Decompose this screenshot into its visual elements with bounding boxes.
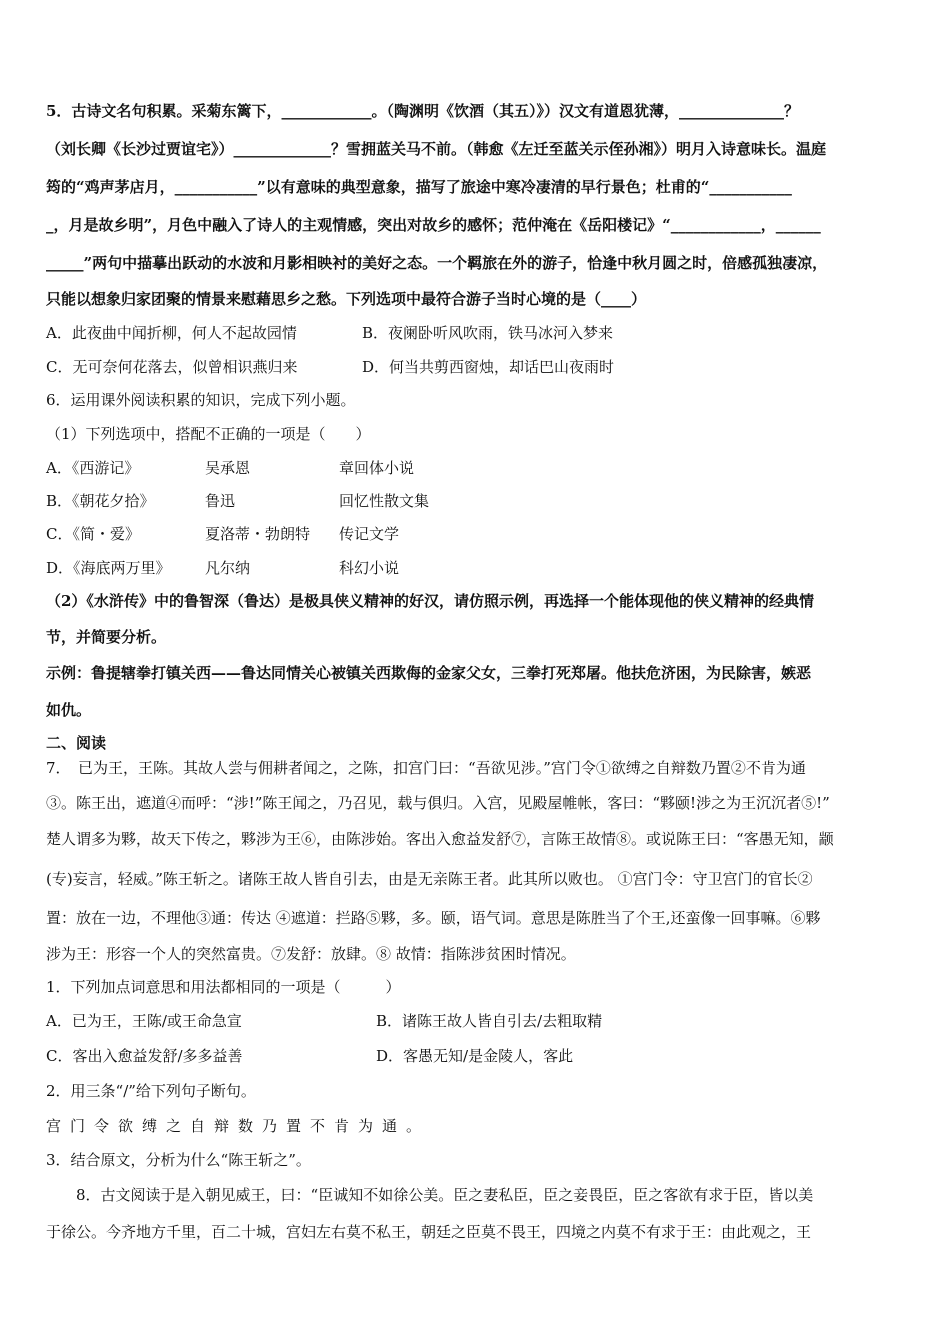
q7-question-3: 3．结合原文，分析为什么“陈王斩之”。 (46, 1151, 311, 1169)
q6-row-c-genre: 传记文学 (339, 525, 400, 543)
q5-line-4: _，月是故乡明”，月色中融入了诗人的主观情感，突出对故乡的感怀；范仲淹在《岳阳楼记》“____________，______ (46, 216, 821, 234)
q7-sentence-to-punctuate: 宫门令欲缚之自辩数乃置不肯为通。 (46, 1117, 431, 1135)
q7-option-d: D．客愚无知/是金陵人，客此 (376, 1047, 574, 1065)
q6-row-a-author: 吴承恩 (205, 459, 251, 477)
q8-line-1: 8．古文阅读于是入朝见威王，曰：“臣诚知不如徐公美。臣之妻私臣，臣之妾畏臣，臣之客欲有求于臣，皆以美 (76, 1186, 814, 1204)
q7-option-a: A．已为王，王陈/或王命急宣 (46, 1012, 242, 1030)
q6-row-b-author: 鲁迅 (205, 492, 236, 510)
q7-option-b: B．诸陈王故人皆自引去/去粗取精 (376, 1012, 603, 1030)
q5-option-c: C．无可奈何花落去，似曾相识燕归来 (46, 358, 298, 376)
q5-line-5: _____”两句中描摹出跃动的水波和月影相映衬的美好之态。一个羁旅在外的游子，恰逢中秋月圆之时，倍感孤独凄凉， (46, 254, 828, 272)
q6-row-d-author: 凡尔纳 (205, 559, 251, 577)
q5-line-6: 只能以想象归家团聚的情景来慰藉思乡之愁。下列选项中最符合游子当时心境的是（____） (46, 290, 647, 308)
q7-passage-line-6: 涉为王：形容一个人的突然富贵。⑦发舒：放肆。⑧ 故情：指陈涉贫困时情况。 (46, 945, 576, 963)
q6-row-a-title: A．《西游记》 (46, 459, 140, 477)
q6-row-d-title: D．《海底两万里》 (46, 559, 171, 577)
q6-sub1: （1）下列选项中，搭配不正确的一项是（ ） (46, 425, 371, 443)
q5-line-1: 5．古诗文名句积累。采菊东篱下，____________。（陶渊明《饮酒（其五）》）汉文有道恩犹薄，______________？ (46, 102, 799, 120)
q6-row-a-genre: 章回体小说 (339, 459, 415, 477)
q5-line-2: （刘长卿《长沙过贾谊宅》）_____________？雪拥蓝关马不前。（韩愈《左迁至蓝关示侄孙湘》）明月入诗意味长。温庭 (46, 140, 827, 158)
q6-sub2-line-1: （2）《水浒传》中的鲁智深（鲁达）是极具侠义精神的好汉，请仿照示例，再选择一个能体现他的侠义精神的经典情 (46, 592, 814, 610)
q5-line-3: 筠的“鸡声茅店月，___________”以有意味的典型意象，描写了旅途中寒冷凄清的早行景色；杜甫的“___________ (46, 178, 792, 196)
q6-example-line-1: 示例：鲁提辖拳打镇关西——鲁达同情关心被镇关西欺侮的金家父女，三拳打死郑屠。他扶危济困，为民除害，嫉恶 (46, 664, 812, 682)
q6-row-b-title: B．《朝花夕拾》 (46, 492, 155, 510)
q5-option-d: D．何当共剪西窗烛，却话巴山夜雨时 (362, 358, 615, 376)
q6-example-line-2: 如仇。 (46, 701, 92, 719)
q6-row-c-author: 夏洛蒂・勃朗特 (205, 525, 311, 543)
q5-option-b: B．夜阑卧听风吹雨，铁马冰河入梦来 (362, 324, 614, 342)
q7-passage-line-2: ③。陈王出，遮道④而呼：“涉!”陈王闻之，乃召见，载与俱归。入宫，见殿屋帷帐，客曰：“夥颐!涉之为王沉沉者⑤!” (46, 794, 830, 812)
q7-question-1: 1．下列加点词意思和用法都相同的一项是（ ） (46, 978, 401, 996)
q7-question-2: 2．用三条“/”给下列句子断句。 (46, 1082, 256, 1100)
q6-row-b-genre: 回忆性散文集 (339, 492, 430, 510)
q6-sub2-line-2: 节，并简要分析。 (46, 628, 167, 646)
section-heading-reading: 二、阅读 (46, 734, 107, 752)
q5-option-a: A．此夜曲中闻折柳，何人不起故园情 (46, 324, 297, 342)
q7-passage-line-3: 楚人谓多为夥，故天下传之，夥涉为王⑥，由陈涉始。客出入愈益发舒⑦，言陈王故情⑧。或说陈王曰：“客愚无知，颛 (46, 830, 834, 848)
q7-passage-line-4: (专)妄言，轻威。”陈王斩之。诸陈王故人皆自引去，由是无亲陈王者。此其所以败也。 ①宫门令：守卫宫门的官长② (46, 870, 813, 888)
q7-passage-line-5: 置：放在一边，不理他③通：传达 ④遮道：拦路⑤夥，多。颐，语气词。意思是陈胜当了个王,还蛮像一回事嘛。⑥夥 (46, 909, 821, 927)
q8-line-2: 于徐公。今齐地方千里，百二十城，宫妇左右莫不私王，朝廷之臣莫不畏王，四境之内莫不有求于王：由此观之，王 (46, 1223, 812, 1241)
q7-passage-line-1: 7． 已为王，王陈。其故人尝与佣耕者闻之，之陈，扣宫门曰：“吾欲见涉。”宫门令①欲缚之自辩数乃置②不肯为通 (46, 759, 806, 777)
q6-row-c-title: C．《简・爱》 (46, 525, 140, 543)
q7-option-c: C．客出入愈益发舒/多多益善 (46, 1047, 243, 1065)
q6-stem: 6．运用课外阅读积累的知识，完成下列小题。 (46, 391, 356, 409)
q6-row-d-genre: 科幻小说 (339, 559, 400, 577)
